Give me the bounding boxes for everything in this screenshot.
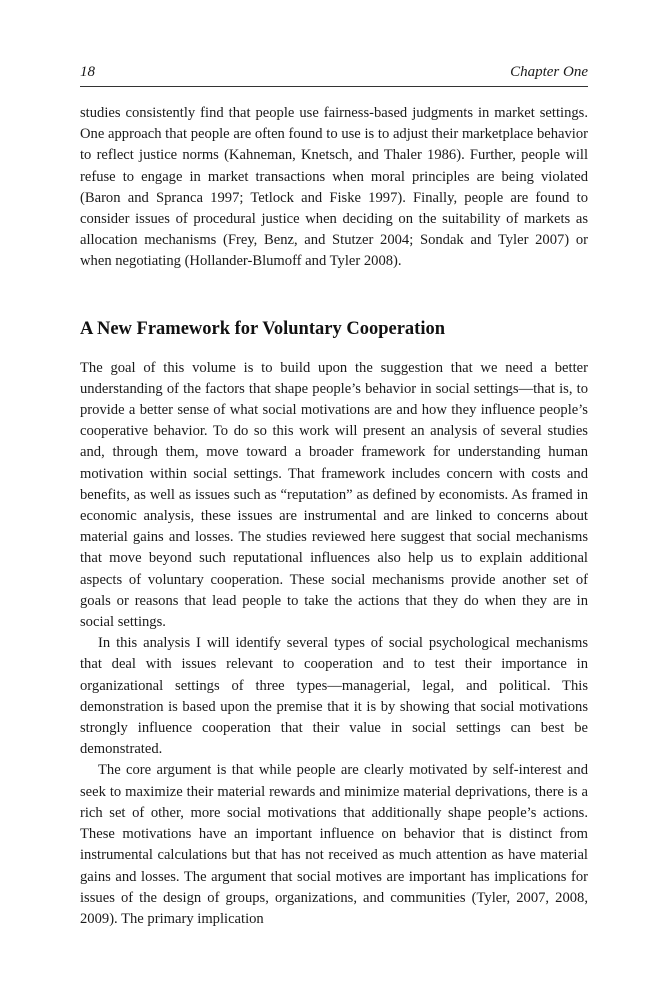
paragraph-3: The core argument is that while people are clearly motivated by self-interest and seek to maximize their material rewards and minimize material deprivations, there is a rich set of other, more social motivations that additionally shape people’s actions. These motivations have an important influence on behavior that is distinct from instrumental calculations but that has not received as much attention as have material gains and losses. The argument that social motives are important has implications for issues of the design of groups, organizations, and communities (Tyler, 2007, 2008, 2009). The primary implication <box>80 762 588 927</box>
section-heading: A New Framework for Voluntary Cooperation <box>80 318 446 339</box>
book-page <box>80 64 588 930</box>
running-head <box>80 64 588 87</box>
paragraph-1: The goal of this volume is to build upon the suggestion that we need a better understanding of the factors that shape people’s behavior in social settings—that is, to provide a better sense of what social motivations are and how they influence people’s cooperative behavior. To do so this work will present an analysis of several studies and, through them, move toward a broader framework for understanding human motivation within social settings. That framework includes concern with costs and benefits, as well as issues such as “reputation” as defined by economists. As framed in economic analysis, these issues are instrumental and are linked to concerns about material gains and losses. The studies reviewed here suggest that social mechanisms that move beyond such reputational influences also help us to explain additional aspects of voluntary cooperation. These social mechanisms provide another set of goals or reasons that lead people to take the actions that they do when they are in social settings. <box>80 359 588 631</box>
paragraph-2: In this analysis I will identify several types of social psychological mechanisms that deal with issues relevant to cooperation and to test their importance in organizational settings of three types—managerial, legal, and political. This demonstration is based upon the premise that it is by showing that social motivations strongly influence cooperation that their value in social settings can best be demonstrated. <box>80 635 588 758</box>
chapter-title: Chapter One <box>510 64 588 80</box>
paragraph-continued: studies consistently find that people use fairness-based judgments in market settings. One approach that people are often found to use is to adjust their marketplace behavior to reflect justice norms (Kahneman, Knetsch, and Thaler 1986). Further, people will refuse to engage in market transactions when moral principles are being violated (Baron and Spranca 1997; Tetlock and Fiske 1997). Finally, people are found to consider issues of procedural justice when deciding on the suitability of markets as allocation mechanisms (Frey, Benz, and Stutzer 2004; Sondak and Tyler 2007) or when negotiating (Hollander-Blumoff and Tyler 2008). <box>80 105 588 270</box>
page-number: 18 <box>80 64 95 80</box>
